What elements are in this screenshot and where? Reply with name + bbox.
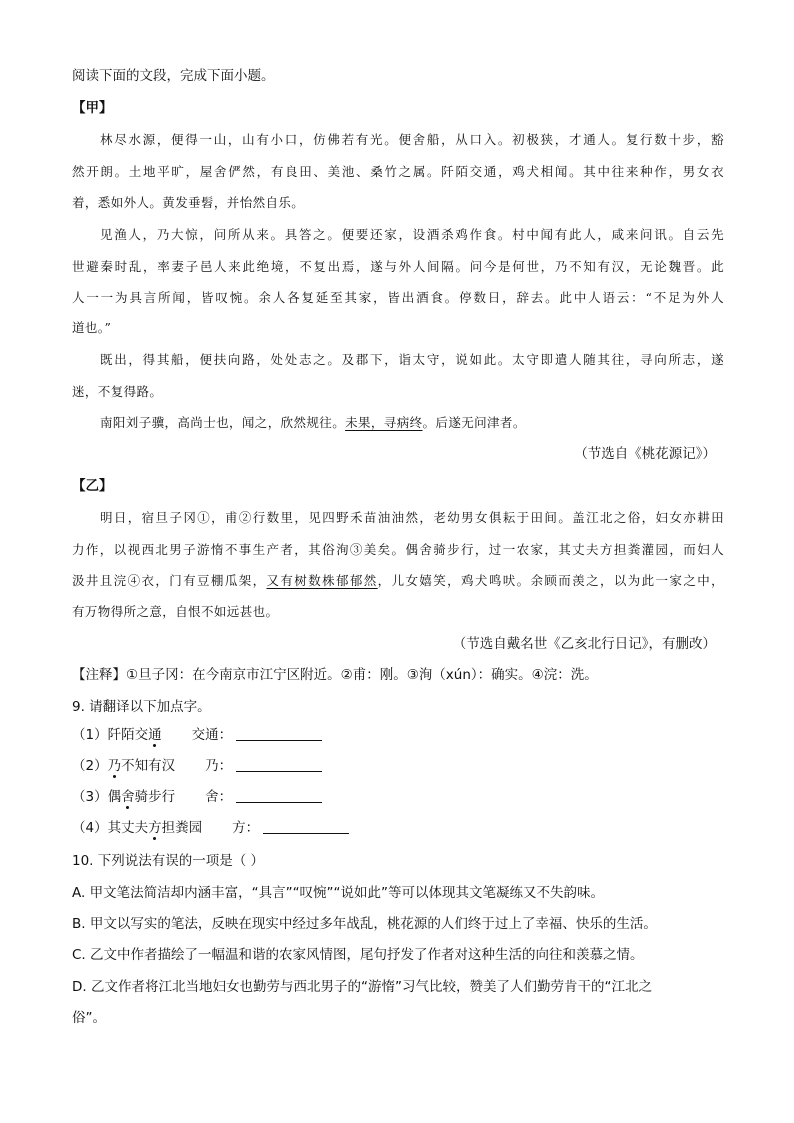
yi-text: ，儿女嬉笑，鸡犬鸣吠。余顾而羡之，以为此一家之中，	[377, 573, 725, 588]
dotted-char: 乃	[107, 758, 122, 774]
q10-option-b: B. 甲文以写实的笔法，反映在现实中经过多年战乱，桃花源的人们终于过上了幸福、快乐的生活。	[72, 916, 657, 932]
underlined-sentence: 未果，寻病终	[345, 415, 423, 430]
answer-blank[interactable]	[236, 757, 322, 772]
item-text: 其丈夫	[107, 820, 149, 836]
jia-line: 人一一为具言所闻，皆叹惋。余人各复延至其家，皆出酒食。停数日，辞去。此中人语云：“不足为外人	[72, 290, 724, 305]
item-key: 舍：	[205, 789, 233, 805]
item-text: 骑步行	[134, 789, 176, 805]
jia-line: 见渔人，乃大惊，问所从来。具答之。便要还家，设酒杀鸡作食。村中闻有此人，咸来问讯。自云先	[100, 227, 724, 242]
yi-line: 有万物得所之意，自恨不如远甚也。	[72, 604, 279, 619]
q9-item	[72, 725, 322, 745]
annotation-note: 【注释】①旦子冈：在今南京市江宁区附近。②甫：刚。③洵（xún）：确实。④浣：洗。	[72, 667, 598, 683]
jia-line: 迷，不复得路。	[72, 384, 163, 399]
answer-blank[interactable]	[236, 726, 322, 741]
jia-line: 道也。”	[72, 320, 112, 335]
q10-option-a: A. 甲文笔法简洁却内涵丰富，“具言”“叹惋”“说如此”等可以体现其文笔凝练又不失韵味。	[72, 885, 605, 901]
item-number: （2）	[72, 758, 108, 774]
dotted-char: 通	[148, 727, 162, 743]
jia-source: （节选自《桃花源记》）	[574, 446, 716, 462]
jia-line: 着，悉如外人。黄发垂髫，并怡然自乐。	[72, 195, 305, 210]
q9-item	[72, 756, 322, 776]
section-label-jia: 【甲】	[72, 100, 113, 116]
item-key: 方：	[232, 820, 260, 836]
item-text: 偶	[107, 789, 122, 805]
item-number: （3）	[72, 789, 108, 805]
q10-option-d-cont: 俗”。	[72, 1010, 106, 1026]
intro-text: 阅读下面的文段，完成下面小题。	[72, 68, 275, 84]
item-text: 阡陌交	[107, 727, 149, 743]
yi-line: 力作，以视西北男子游惰不事生产者，其俗洵③美矣。偶舍骑步行，过一农家，其丈夫方担粪灌园，而妇人	[72, 542, 724, 557]
question-10-title: 10. 下列说法有误的一项是（ ）	[72, 853, 265, 869]
jia-text: 南阳刘子骥，高尚士也，闻之，欣然规往。	[100, 415, 346, 430]
q10-option-d: D. 乙文作者将江北当地妇女也勤劳与西北男子的“游惰”习气比较，赞美了人们勤劳肯干的“江北之	[72, 979, 652, 995]
item-number: （1）	[72, 727, 108, 743]
question-9-title: 9. 请翻译以下加点字。	[72, 699, 211, 715]
jia-line: 既出，得其船，便扶向路，处处志之。及郡下，诣太守，说如此。太守即遣人随其往，寻向所志，遂	[100, 352, 724, 367]
answer-blank[interactable]	[236, 788, 322, 803]
q9-item	[72, 787, 322, 807]
jia-line: 然开朗。土地平旷，屋舍俨然，有良田、美池、桑竹之属。阡陌交通，鸡犬相闻。其中往来种作，男女衣	[72, 164, 724, 179]
yi-line: 明日，宿旦子冈①，甫②行数里，见四野禾苗油油然，老幼男女俱耘于田间。盖江北之俗，妇女亦耕田	[100, 510, 724, 525]
answer-blank[interactable]	[263, 819, 349, 834]
item-text: 不知有汉	[121, 758, 176, 774]
jia-line: 世避秦时乱，率妻子邑人来此绝境，不复出焉，遂与外人间隔。问今是何世，乃不知有汉，无论魏晋。此	[72, 259, 724, 274]
underlined-sentence: 又有树数株郁郁然	[266, 573, 378, 588]
jia-text: 。后遂无问津者。	[422, 415, 526, 430]
item-key: 交通：	[191, 727, 233, 743]
section-label-yi: 【乙】	[72, 478, 113, 494]
q9-item	[72, 818, 349, 838]
item-key: 乃：	[205, 758, 233, 774]
item-number: （4）	[72, 820, 108, 836]
jia-last-line	[100, 413, 526, 433]
dotted-char: 方	[148, 820, 162, 836]
dotted-char: 舍	[121, 789, 135, 805]
item-text: 担粪园	[161, 820, 203, 836]
yi-text: 汲井且浣④衣，门有豆棚瓜架，	[72, 573, 267, 588]
yi-source: （节选自戴名世《乙亥北行日记》，有删改）	[452, 636, 716, 652]
jia-line: 林尽水源，便得一山，山有小口，仿佛若有光。便舍船，从口入。初极狭，才通人。复行数十步，豁	[100, 132, 724, 147]
q10-option-c: C. 乙文中作者描绘了一幅温和谐的农家风情图，尾句抒发了作者对这种生活的向往和羡慕之情。	[72, 947, 644, 963]
yi-line	[72, 571, 724, 591]
